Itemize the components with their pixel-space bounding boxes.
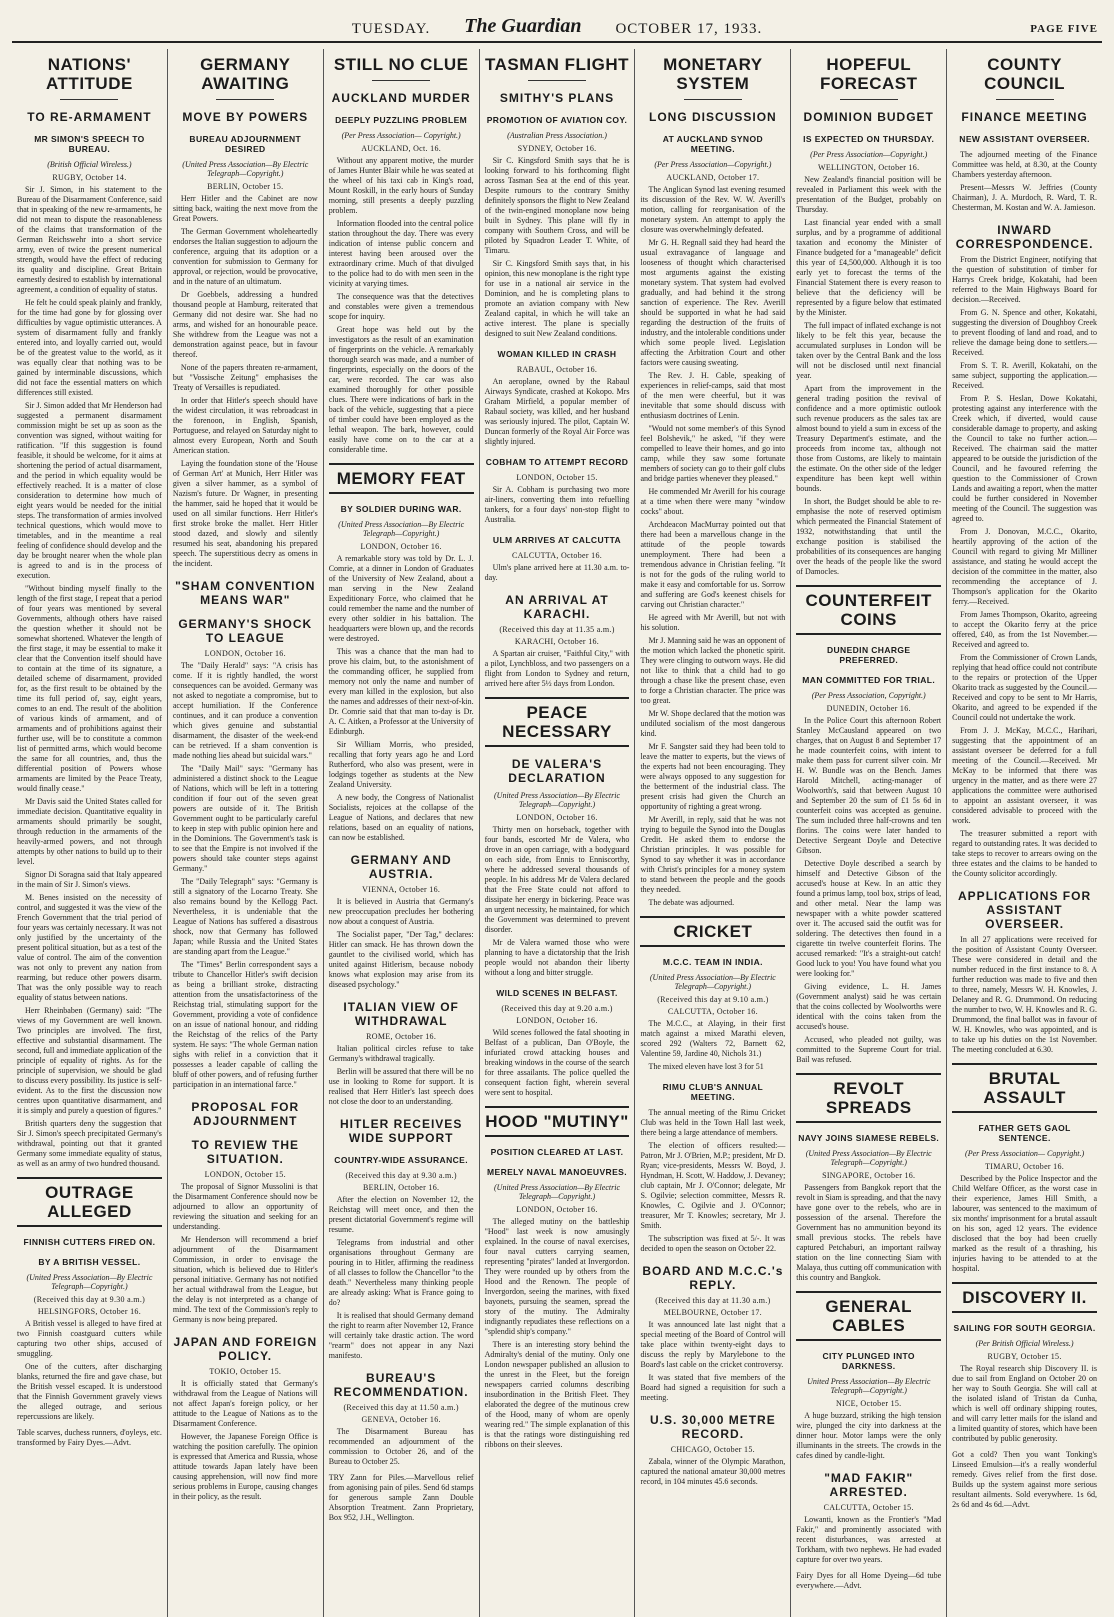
paragraph: Sir J. Simon, in his statement to the Bureau of the Disarmament Conference, said that in speaking of the new re-armaments, he did not mean to dispute the reasonableness of the claims that transformation of the German Reichswehr into a short service army, even of twice the present numerical strength, would have the effect of reducing its quality and discipline. Great Britain earnestly desired to establish by international agreement, a condition of equality of status.	[17, 185, 162, 294]
wire-credit: (Australian Press Association.)	[507, 131, 607, 140]
boxed-headline-frame	[485, 1106, 630, 1137]
paragraph: "Without binding myself finally to the length of the first stage, I repeat that a period of four years was mentioned by several Governments, although others have raised the question whether it should not be somewhat shortened. Whatever the length of the first stage, it may be essential to make it clear that the Convention itself should have to contain at the time of its signature, a detailed scheme of disarmament, provided for, as the first result to be obtained by the time its full period of, say, eight years, comes to an end. The result of the abolition of various kinds of armament, and of armaments and of prohibitions against their further use, will be to constitute a common list of permitted arms, which would become the same for all countries, and, thus the differential position of Powers whose armaments are limited by the Peace Treaty, would finally cease."	[17, 584, 162, 793]
deck-line: SAILING FOR SOUTH GEORGIA.	[953, 1323, 1096, 1333]
paragraph: The Disarmament Bureau has recommended an adjournment of the commission to October 26, and of the Bureau to October 25.	[328, 1427, 474, 1466]
paragraph: Giving evidence, L. H. James (Government analyst) said he was certain that the coins collected by Woolworths were identical with the coins taken from the accused's house.	[796, 982, 942, 1031]
paragraph: Sir C. Kingsford Smith says that he is looking forward to his forthcoming flight across Tasman Sea at the end of this year. Despite rumours to the contrary Smithy definitely sponsors the flight to New Zealand of the twin-engined monoplane now being built in Sydney. This plane will fly in company with Southern Cross, and will be piloted by Squadron Leader T. White, of Timaru.	[484, 156, 630, 255]
dateline: LONDON, October 16.	[360, 542, 442, 551]
headline-rule	[684, 99, 742, 100]
paragraph: There is an interesting story behind the Admiralty's denial of the mutiny. Only one London newspaper published an allusion to the unrest in the Fleet, but the foreign newspapers carried columns describing insubordination in the British Fleet. They elaborated the degree of the mutinous crew of the Hood, many of whom are openly wearing red." The simple explanation of this is that the ratings wore distinguishing red ribbons on their sleeves.	[484, 1340, 630, 1449]
advertisement: TRY Zann for Piles.—Marvellous relief from agonising pain of piles. Send 6d stamps for generous sample Zann Double Absorption Treatment. Zann Proprietary, Box 952, J.H., Wellington.	[328, 1473, 474, 1522]
paragraph: M. Benes insisted on the necessity of control, and suggested it was the view of the French Government that the trial period of four years was certainly necessary. It was not only justified by the uncertainty of the present political situation, but as a test of the value of control. The aim of the convention was not only to prevent any nation from rearming, but reduce other powers disarm. That was the only possible way to reach equality of status between nations.	[17, 893, 162, 1002]
subheadline: "MAD FAKIR" ARRESTED.	[824, 1471, 914, 1499]
paragraph: An aeroplane, owned by the Rabaul Airways Syndicate, crashed at Kokopo. Mrs Graham Mirfield, a popular member of Rabaul society, was killed, and her husband was seriously injured. The pilot, Captain W. Duncan formerly of the Royal Air Force was slightly injured.	[484, 377, 630, 446]
deck-line: MERELY NAVAL MANOEUVRES.	[487, 1167, 627, 1177]
paragraph: Laying the foundation stone of the 'House of German Art' at Munich, Herr Hitler was given a silver hammer, as a symbol of Nazism's future. Dr Wagner, in presenting the hammer, said he hoped that it would be used on all similar functions. Herr Hitler's first stroke broke the mallet. Herr Hitler stood dazed, and slowly and silently resumed his seat, abandoning his prepared speech. The superstitious decry as omens in the incident.	[172, 459, 318, 568]
paragraph: Sir C. Kingsford Smith says that, in his opinion, this new monoplane is the right type for use in a national air service in the Dominion, and he is completing plans to promote an aviation company with New Zealand capital, in which he will take an active interest. The plane is specially designed to suit New Zealand conditions.	[484, 259, 630, 338]
subheadline: BUREAU'S RECOMMENDATION.	[333, 1371, 469, 1399]
paragraph: Sir A. Cobham is purchasing two more air-liners, converting them into refuelling tankers, for a four days' non-stop flight to Australia.	[484, 485, 630, 524]
subheadline: DE VALERA'S DECLARATION	[508, 757, 606, 785]
boxed-headline-frame	[796, 585, 941, 635]
dateline: TIMARU, October 16.	[985, 1162, 1065, 1171]
subheadline: LONG DISCUSSION	[649, 110, 777, 124]
paragraph: Ulm's plane arrived here at 11.30 a.m. to-day.	[484, 563, 630, 582]
paragraph: None of the papers threaten re-armament, but "Vossische Zeitung" emphasises the Treaty of Versailles is repudiated.	[172, 363, 318, 392]
paragraph: The full impact of inflated exchange is not likely to be felt this year, because the accumulated surpluses in London will be taken over by the Central Bank and the loss will not be disclosed until next financial year.	[796, 321, 942, 380]
headline: HOPEFUL FORECAST	[819, 55, 918, 93]
subheadline: DOMINION BUDGET	[803, 110, 934, 124]
dateline: LONDON, October 15.	[204, 1170, 286, 1179]
paragraph: It is realised that should Germany demand the right to rearm after November 12, France will certainly take drastic action. The word "rearm" does not appear in any Nazi manifesto.	[328, 1311, 474, 1360]
deck-line: M.C.C. TEAM IN INDIA.	[662, 957, 763, 967]
paragraph: The annual meeting of the Rimu Cricket Club was held in the Town Hall last week, there being a large attendance of members.	[640, 1108, 786, 1137]
boxed-headline: COUNTERFEIT COINS	[805, 591, 932, 629]
wire-credit: (United Press Association—By Electric Telegraph—Copyright.)	[805, 1149, 932, 1167]
paragraph: Mr G. H. Regnall said they had heard the usual extravagance of language and looseness of thought which characterised most arguments against the existing monetary system. That system had evolved gradually, and had behind it the strong sanction of experience. The Rev. Averill should be supported in what he had said regarding the destruction of the fruits of industry, and the intolerable conditions under which some people lived. Legislation affecting the Arbitration Court and other factors were causing sweating.	[640, 238, 786, 367]
deck-line: RIMU CLUB'S ANNUAL MEETING.	[662, 1082, 764, 1102]
paragraph: Mr Davis said the United States called for immediate decision. Quantitative equality in armaments should primarily be sought, through reduction in the armaments of the heavily-armed powers, and not through attempts by other nations to build up to their level.	[17, 797, 162, 866]
dateline: CALCUTTA, October 15.	[823, 1503, 914, 1512]
paragraph: Dr Goebbels, addressing a hundred thousand people at Hamburg, reiterated that Germany did not desire war. She had no arms, and wished for an honourable peace. She withdrew from the League was not a demonstration against peace, but in favour thereof.	[172, 290, 318, 359]
paragraph: It is believed in Austria that Germany's new preoccupation precludes her bothering now about a conquest of Austria.	[328, 897, 474, 926]
column-3	[324, 49, 480, 1617]
dateline: NICE, October 15.	[835, 1399, 902, 1408]
boxed-headline-frame	[952, 1282, 1097, 1313]
paragraph: The consequence was that the detectives and constables were given a tremendous scope for inquiry.	[328, 292, 474, 321]
deck-line: WILD SCENES IN BELFAST.	[496, 988, 618, 998]
deck-line: IS EXPECTED ON THURSDAY.	[803, 134, 935, 144]
wire-credit: (United Press Association—By Electric Telegraph—Copyright.)	[494, 791, 620, 809]
deck-line: FATHER GETS GAOL SENTENCE.	[978, 1123, 1071, 1143]
paragraph: Lowanti, known as the Frontier's "Mad Fakir," and prominently associated with recent disturbances, was arrested at Torkham, with two nephews. He had evaded capture for over two years.	[796, 1515, 942, 1564]
advertisement: Got a cold? Then you want Tonking's Linseed Emulsion—it's a really wonderful remedy. Gives relief from the first dose. Builds up the system against more serious resultant ailments. Sold everywhere. 1s 6d, 2s 6d and 4s 6d.—Advt.	[952, 1450, 1098, 1509]
column-1	[12, 49, 168, 1617]
paragraph: British quarters deny the suggestion that Sir J. Simon's speech precipitated Germany's withdrawal, pointing out that it granted Germany some immediate equality of status, as well as an army of two hundred thousand.	[17, 1119, 162, 1168]
paragraph: However, the Japanese Foreign Office is watching the position carefully. The opinion is expressed that America and Russia, whose attitude towards Japan lately have been causing apprehension, will now find more serious problems in Europe, causing changes in their policy, as the result.	[172, 1432, 318, 1501]
paragraph: A British vessel is alleged to have fired at two Finnish coastguard cutters while capturing two other ships, accused of smuggling.	[17, 1319, 162, 1358]
wire-credit: (Per British Official Wireless.)	[975, 1339, 1074, 1348]
boxed-headline: REVOLT SPREADS	[825, 1079, 912, 1117]
deck-line: BY SOLDIER DURING WAR.	[340, 504, 462, 514]
subheadline: ITALIAN VIEW OF WITHDRAWAL	[343, 1000, 459, 1028]
paragraph: From P. S. Heslan, Dowe Kokatahi, protesting against any interference with the Creek which, if diverted, would cause considerable damage to property, and asking the Council to take no further action.—Received. The chairman said the matter appeared to be outside the jurisdiction of the Council, and he favoured referring the question to the Commissioner of Crown Lands and awaiting a report, when the matter could be further considered in November meeting of the Council. The suggestion was agreed to.	[952, 394, 1098, 523]
dateline: LONDON, October 16.	[516, 813, 598, 822]
paragraph: A remarkable story was told by Dr. L. J. Comrie, at a dinner in London of Graduates of the University of New Zealand, about a man serving in the New Zealand Expeditionary Force, who claimed that he could remember the name and the number of every other soldier in his battalion. The headquarters were blown up, and the records were destroyed.	[328, 554, 474, 643]
deck-line: MAN COMMITTED FOR TRIAL.	[802, 675, 936, 685]
boxed-headline: DISCOVERY II.	[962, 1288, 1087, 1307]
paragraph: The subscription was fixed at 5/-. It was decided to open the season on October 22.	[640, 1234, 786, 1253]
deck-line: DUNEDIN CHARGE PREFERRED.	[826, 645, 911, 665]
paragraph: In short, the Budget should be able to re-emphasise the note of reserved optimism which permeated the Financial Statement of 1932, notwithstanding that until the exchange position is stabilised the probabilities of its consequences are hanging over the heads of the people like the sword of Damocles.	[796, 497, 942, 576]
dateline: (Received this day at 9.30 a.m.)	[345, 1171, 457, 1180]
paragraph: From G. N. Spence and other, Kokatahi, suggesting the diversion of Doughboy Creek to prevent flooding of land and road, and to relieve the damage being done to settlers.—Received.	[952, 308, 1098, 357]
headline: GERMANY AWAITING	[200, 55, 291, 93]
paragraph: The Royal research ship Discovery II. is due to sail from England on October 20 on her way to South Georgia. She will call at the isolated island of Tristan da Cunha, which is well off ordinary shipping routes, and will carry letter mails for the island and a limited quantity of stores, which have been contributed by public generosity.	[952, 1364, 1098, 1443]
paragraph: Herr Rheinbaben (Germany) said: "The views of my Government are well known. Two principles are involved. The first, effective and substantial disarmament. The second, full and immediate application of the principle of equality of rights. As for the principle of supervision, we should be glad to discuss every possibility. Its justice is self-evident. As to the first the discussion now centres upon quantitative disarmament, and it is simply and purely a question of figures."	[17, 1006, 162, 1115]
paragraph: Apart from the improvement in the general trading position the revival of confidence and a more optimistic outlook such revenue producers as the sales tax are almost bound to yield a sum in excess of the Treasury Department's estimate, and the proceeds from income tax, although not those from Customs, are likely to maintain the estimate. On the other side of the ledger expenditure has been kept well within bounds.	[796, 384, 942, 493]
paragraph: The Anglican Synod last evening resumed its discussion of the Rev. W. W. Averill's motion, calling for reorganisation of the monetary system. An attempt to apply the closure was overwhelmingly defeated.	[640, 185, 786, 234]
dateline: CHICAGO, October 15.	[670, 1445, 755, 1454]
paragraph: The alleged mutiny on the battleship "Hood" last week is now amusingly explained. In the course of naval exercises, four naval cutters carrying seamen, representing "pirates" landed at Invergordon. They were rounded up by others from the Hood and the Renown. The people of Invergordon, seeing the marines, with fixed bayonets, pursuing the seamen, spread the story of the mutiny. The Admiralty indignantly repudiates these reflections on a "splendid ship's company."	[484, 1217, 630, 1336]
deck-line: ULM ARRIVES AT CALCUTTA	[492, 535, 622, 545]
paragraph: He felt he could speak plainly and frankly, for the time had gone by for glossing over difficulties by vague optimistic utterances. A system of disarmament fully and frankly entered into, and loyally carried out, would be of the greatest value to the world, as it was equally clear that nothing was to be gained by interminable discussions, which did not face the essential matters on which differences still existed.	[17, 298, 162, 397]
headline: NATIONS' ATTITUDE	[46, 55, 133, 93]
headline: COUNTY COUNCIL	[984, 55, 1066, 93]
deck-line: FINNISH CUTTERS FIRED ON.	[23, 1237, 156, 1247]
dateline: AUCKLAND, Oct. 16.	[361, 144, 442, 153]
boxed-headline: OUTRAGE ALLEGED	[45, 1183, 134, 1221]
paragraph: Zabala, winner of the Olympic Marathon, captured the national amateur 30,000 metres record, in 104 minutes 45.6 seconds.	[640, 1457, 786, 1486]
dateline: LONDON, October 16.	[204, 649, 286, 658]
paragraph: Sir J. Simon added that Mr Henderson had suggested a permanent disarmament commission might be set up as soon as the convention was signed, without waiting for ratification. "If this suggestion is found feasible, it should be welcome, for it aims at shortening the period of actual disarmament, and the period in which equality would be effectively reached. It is a matter of close consideration to determine how much of eight years would be needed for the initial steps. The transformation of armies involved technical questions, which would move to timetables, and in the meantime a real feeling of confidence should develop and the day be brought nearer when the whole plan is agreed to and is in the process of execution.	[17, 401, 162, 580]
subheadline: TO REVIEW THE SITUATION.	[191, 1138, 300, 1166]
paragraph: One of the cutters, after discharging blanks, returned the fire and gave chase, but the British vessel escaped. It is understood that the Finnish Government gravely views the alleged outrage, and serious repercussions are likely.	[17, 1362, 162, 1421]
paragraph: It is officially stated that Germany's withdrawal from the League of Nations will not affect Japan's foreign policy, or her attitude to the League of Nations as to the Disarmament Conference.	[172, 1379, 318, 1428]
dateline: VIENNA, October 16.	[362, 885, 441, 894]
headline-rule	[60, 99, 118, 100]
paragraph: The proposal of Signor Mussolini is that the Disarmament Conference should now be adjourned to allow an opportunity of reviewing the situation and seeking for an understanding.	[172, 1182, 318, 1231]
paragraph: A huge buzzard, striking the high tension wire, plunged the city into darkness at the dinner hour. Motor lamps were the only illuminants in the streets. The crowds in the cafes dined by candle-light.	[796, 1411, 942, 1460]
subheadline: TO RE-ARMAMENT	[27, 110, 152, 124]
paragraph: In all 27 applications were received for the position of Assistant County Overseer. These were considered in detail and the number reduced in the first instance to 8. A further reduction was made to five and then to three, namely, Messrs W. H. Knowles, J. Delaney and R. G. Drummond. On reducing the number to two, W. H. Knowles and R. G. Drummond, the final ballot was in favour of W. H. Knowles, who was appointed, and is to take up his duties on the 1st November. The meeting concluded at 6.30.	[952, 935, 1098, 1054]
paragraph: Mr Averill, in reply, said that he was not trying to beguile the Synod into the Douglas Credit. He asked them to endorse the Christian principles. It was possible for Synod to say whether it was in accordance with Christ's principles for a money system to stand between the people and the goods they needed.	[640, 815, 786, 894]
masthead-day: TUESDAY.	[351, 21, 431, 37]
paragraph: Without any apparent motive, the murder of James Hunter Blair while he was seated at the wheel of his taxi cab in King's road, Mount Roskill, in the early hours of Sunday morning, still presents a deeply puzzling problem.	[328, 156, 474, 215]
deck-line: CITY PLUNGED INTO DARKNESS.	[822, 1351, 915, 1371]
boxed-headline-frame	[329, 463, 474, 494]
headline-rule	[372, 80, 430, 81]
paragraph: Present—Messrs W. Jeffries (County Chairman), J. A. Murdoch, R. Ward, T. R. Chesterman, M. Kostan and W. A. Jamieson.	[952, 183, 1098, 212]
paragraph: Mr de Valera warned those who were planning to have a dictatorship that the Irish people would not abandon their liberty without a long and bitter struggle.	[484, 938, 630, 977]
column-4	[480, 49, 636, 1617]
wire-credit: (United Press Association—By Electric Telegraph—Copyright.)	[182, 160, 309, 178]
dateline: BERLIN, October 16.	[362, 1183, 440, 1192]
wire-credit: (Per Press Association—Copyright.)	[810, 150, 928, 159]
wire-credit: (Per Press Association— Copyright.)	[965, 1149, 1085, 1158]
headline: STILL NO CLUE	[333, 55, 469, 74]
column-2	[168, 49, 324, 1617]
paragraph: Detective Doyle described a search by himself and Detective Gibson of the accused's house at Kew. In an attic they found a primus lamp, tool box, strips of lead, and other metal. Near the lamp was newspaper with a white powder scattered over it. The accused said the outfit was for soldering. The detectives then found in a cigarette tin twelve counterfeit florins. The accused remarked: "It's a straight-out catch! Good luck to you! You have found what you were looking for."	[796, 859, 942, 978]
boxed-headline-frame	[796, 1073, 941, 1123]
deck-line: BY A BRITISH VESSEL.	[38, 1257, 141, 1267]
paragraph: The Socialist paper, "Der Tag," declares: Hitler can smack. He has thrown down the gauntlet to the civilised world, which has united against Hitlerism, because nobody knows what explosion may arise from its diseased psychology."	[328, 930, 474, 989]
deck-line: NEW ASSISTANT OVERSEER.	[959, 134, 1090, 144]
dateline: LONDON, October 15.	[516, 473, 598, 482]
paragraph: Information flooded into the central police station throughout the day. There was every indication of intense public concern and interest having been aroused over the extraordinary crime. Much of that divulged to the police had to do with men seen in the vicinity at varying times.	[328, 219, 474, 288]
dateline: ROME, October 16.	[366, 1032, 437, 1041]
dateline: DUNEDIN, October 16.	[826, 704, 911, 713]
wire-credit: (British Official Wireless.)	[47, 160, 132, 169]
paragraph: The Rev. J. H. Cable, speaking of experiences in relief-camps, said that most of the men were cheerful, but it was inevitable that some should discuss with enthusiasm doctrines of Lenin.	[640, 371, 786, 420]
paragraph: Passengers from Bangkok report that the revolt in Siam is spreading, and that the navy have gone over to the rebels, who are in possession of the arsenal. Therefore the Government has no ammunition beyond its small previous stocks. The rebels have captured Petchaburi, an important railway station on the line connecting Siam with Malaya, thus cutting off communication with this country and Bangkok.	[796, 1183, 942, 1282]
paragraph: After the election on November 12, the Reichstag will meet once, and then the present dictatorial Government's regime will resume.	[328, 1195, 474, 1234]
dateline: LONDON, October 16.	[516, 1016, 598, 1025]
dateline: (Received this day at 11.50 a.m.)	[343, 1403, 459, 1412]
boxed-headline-frame	[17, 1177, 162, 1227]
boxed-headline-frame	[796, 1291, 941, 1341]
paragraph: The "Times" Berlin correspondent says a tribute to Chancellor Hitler's swift decision as being a brilliant stroke, distracting attention from the unsatisfactoriness of the Reichstag trial, stimulating support for the Government, providing a vote of confidence on an issue of national honour, and ridding the Reichstag of the relics of the Party system. He says: "The whole German nation sighs with relief in a conviction that it possesses a leader capable of calling the bluff of other powers, and of refusing further participation in an international farce."	[172, 960, 318, 1089]
dateline: AUCKLAND, October 17.	[666, 173, 760, 182]
dateline: (Received this day at 9.30 a.m.)	[33, 1295, 146, 1304]
dateline: RUGBY, October 14.	[52, 173, 127, 182]
masthead-page-label: PAGE FIVE	[1030, 23, 1098, 35]
deck-line: COUNTRY-WIDE ASSURANCE.	[334, 1155, 468, 1165]
paragraph: The election of officers resulted:— Patron, Mr J. O'Brien, M.P.; president, Mr D. Ryan; vice-presidents, Messrs W. Boyd, J. Hyndman, H. Scott, W. Haddow, J. Devaney; club captain, Mr J. O'Connor; delegate, Mr S. Ogilvie; selection committee, Messrs R. Knowles, C. Ogilvie and J. O'Connor; treasurer, Mr T. Knowles; secretary, Mr J. Smith.	[640, 1141, 786, 1230]
deck-line: BUREAU ADJOURNMENT DESIRED	[189, 134, 302, 154]
paragraph: Italian political circles refuse to take Germany's withdrawal tragically.	[328, 1044, 474, 1063]
paragraph: Herr Hitler and the Cabinet are now sitting back, waiting the next move from the Great Powers.	[172, 194, 318, 223]
subheadline: FINANCE MEETING	[961, 110, 1088, 124]
headline-rule	[996, 99, 1054, 100]
wire-credit: (United Press Association—By Electric Telegraph—Copyright.)	[494, 1183, 620, 1201]
dateline: WELLINGTON, October 16.	[818, 163, 920, 172]
masthead-paper-title: The Guardian	[464, 15, 582, 37]
paragraph: It was announced late last night that a special meeting of the Board of Control will take place within twenty-eight days to discuss the reply by Marylebone to the Board's last cable on the cricket controversy.	[640, 1320, 786, 1369]
paragraph: The "Daily Mail" says: "Germany has administered a distinct shock to the League of Nations, which will be left in a tottering condition if four out of the seven great powers are outside of it. The British Government ought to be particularly careful to keep in step with public opinion here and in the Dominions. The Government's task is to see that the Empire is not involved if the powers should take counter steps against Germany."	[172, 764, 318, 873]
dateline: LONDON, October 16.	[516, 1205, 598, 1214]
wire-credit: United Press Association—By Electric Telegraph—Copyright.)	[807, 1377, 931, 1395]
headline-rule	[840, 99, 898, 100]
paragraph: Thirty men on horseback, together with four bands, escorted Mr de Valera, who drove in an open carriage, with a bodyguard on each side, from Ennis to Enniscorthy, where he addressed several thousands of people. In his address Mr de Valera declared that the Free State could not afford to dissipate her energy in bickering. Peace was an urgent necessity, he maintained, for which the Government was determined to prevent disorder.	[484, 825, 630, 934]
columns	[12, 49, 1102, 1617]
paragraph: From J. Donovan, M.C.C., Okarito, heartily approving of the action of the Council with regard to giving Mr Milliner assistance, and stating he would accept the decision of the committee in the matter, also recommending the acceptance of J. Thompson's application for the Okarito ferry.—Received.	[952, 527, 1098, 606]
masthead-date: OCTOBER 17, 1933.	[615, 21, 763, 37]
paragraph: The treasurer submitted a report with regard to outstanding rates. It was decided to take steps to recover to arrears owing on the three estates and the claims to be handed to the County solicitor accordingly.	[952, 829, 1098, 878]
advertisement: Table scarves, duchess runners, d'oyleys, etc. transformed by Fairy Dyes.—Advt.	[17, 1428, 162, 1447]
paragraph: A Spartan air cruiser, "Faithful City," with a pilot, Lynchbloss, and two passengers on a flight from London to Sydney and return, arrived here after 5½ days from London.	[484, 649, 630, 688]
headline-rule	[216, 99, 274, 100]
masthead	[12, 10, 1102, 43]
paragraph: He agreed with Mr Averill, but not with his solution.	[640, 613, 786, 632]
boxed-headline: PEACE NECESSARY	[502, 703, 612, 741]
paragraph: Mr J. Manning said he was an opponent of the motion which lacked the phonetic spirit. They were clinging to outworn ways. He did not like to think that a child had to go through a chase like the present chase, even to forge a Christian character. The price was too great.	[640, 636, 786, 705]
deck-line: COBHAM TO ATTEMPT RECORD	[485, 457, 629, 467]
wire-credit: (Per Press Association—Copyright.)	[654, 160, 772, 169]
paragraph: Mr W. Shope declared that the motion was undiluted socialism of the most dangerous kind.	[640, 709, 786, 738]
wire-credit: (Per Press Association, Copyright.)	[811, 691, 926, 700]
paragraph: Signor Di Soragna said that Italy appeared in the main of Sir J. Simon's views.	[17, 870, 162, 889]
dateline: SINGAPORE, October 16.	[822, 1171, 916, 1180]
subheadline: "SHAM CONVENTION MEANS WAR"	[175, 579, 316, 607]
headline: MONETARY SYSTEM	[663, 55, 763, 93]
deck-line: WOMAN KILLED IN CRASH	[497, 349, 617, 359]
paragraph: Great hope was held out by the investigators as the result of an examination of fingerprints on the vehicle. A remarkably thorough search was made, and a number of fingerprints, especially on the doors of the car, were recorded. The car was also examined thoroughly for other possible clues. There were indications of bark in the back of the vehicle, suggesting that a piece of timber could have been employed as the lethal weapon. The bark, however, could easily have come on to the car at a considerable time.	[328, 325, 474, 454]
paragraph: From James Thompson, Okarito, agreeing to accept the Okarito ferry at the price offered, £40, as from the 1st November.—Received and agreed to.	[952, 610, 1098, 649]
boxed-headline-frame	[952, 1063, 1097, 1113]
dateline: CALCUTTA, October 16.	[667, 1007, 758, 1016]
dateline: (Received this day at 9.20 a.m.)	[501, 1004, 613, 1013]
subheadline: GERMANY'S SHOCK TO LEAGUE	[178, 617, 313, 645]
paragraph: Archdeacon MacMurray pointed out that there had been a marvellous change in the attitude of the people towards unemployment. There had been a tremendous advance in Christian feeling. "It is not for the gods of the ruling world to make it easy and comfortable for us. Sorrow and suffering are God's keenest chisels for carving out Christian character."	[640, 520, 786, 609]
subheadline: MOVE BY POWERS	[182, 110, 309, 124]
subheadline: AN ARRIVAL AT KARACHI.	[505, 593, 609, 621]
paragraph: A new body, the Congress of Nationalist Socialists, rejoices at the collapse of the League of Nations, and declares that new relations, based on an equality of nations, can now be established.	[328, 793, 474, 842]
deck-line: NAVY JOINS SIAMESE REBELS.	[798, 1133, 940, 1143]
subheadline: PROPOSAL FOR ADJOURNMENT	[191, 1100, 300, 1128]
deck-line: PROMOTION OF AVIATION COY.	[486, 115, 628, 125]
subheadline: U.S. 30,000 METRE RECORD.	[650, 1413, 776, 1441]
paragraph: Accused, who pleaded not guilty, was committed to the Supreme Court for trial. Bail was refused.	[796, 1035, 942, 1064]
wire-credit: (United Press Association—By Electric Telegraph—Copyright.)	[649, 973, 776, 991]
paragraph: Last financial year ended with a small surplus, and by a programme of additional taxation and economy the Minister of Finance budgeted for a "manageable" deficit this year of £4,500,000. Although it is too early yet to forecast the terms of the Financial Statement there is every reason to believe that the deficiency will be represented by a figure below that estimated by the Minister.	[796, 218, 942, 317]
dateline: TOKIO, October 15.	[209, 1367, 282, 1376]
boxed-headline: MEMORY FEAT	[336, 469, 466, 488]
boxed-headline: CRICKET	[673, 922, 753, 941]
boxed-headline: BRUTAL ASSAULT	[983, 1069, 1066, 1107]
subheadline: AUCKLAND MURDER	[331, 91, 471, 105]
column-5	[635, 49, 791, 1617]
paragraph: From the District Engineer, notifying that the question of substitution of timber for Harrys Creek bridge, Kokatahi, had been referred to the Main Highways Board for decision.—Received.	[952, 255, 1098, 304]
deck-line: MR SIMON'S SPEECH TO BUREAU.	[34, 134, 145, 154]
paragraph: He commended Mr Averill for his courage at a time when there were many "window cocks" about.	[640, 487, 786, 516]
subheadline: SMITHY'S PLANS	[499, 91, 615, 105]
paragraph: In order that Hitler's speech should have the widest circulation, it was rebroadcast in the forenoon, in English, Spanish, Portuguese, and relayed on Saturday night to almost every European, North and South American station.	[172, 396, 318, 455]
paragraph: The M.C.C., at Alaying, in their first match against a mixed Marathi eleven, scored 292 (Walters 72, Barnett 62, Valentine 59, Jardine 40, Nichols 31.)	[640, 1019, 786, 1058]
wire-credit: (Per Press Association— Copyright.)	[341, 131, 461, 140]
boxed-headline-frame	[485, 697, 630, 747]
dateline: (Received this day at 11.35 a.m.)	[499, 625, 615, 634]
subheadline: INWARD CORRESPONDENCE.	[955, 223, 1094, 251]
dateline: MELBOURNE, October 17.	[663, 1308, 762, 1317]
headline-rule	[528, 80, 586, 81]
dateline: (Received this day at 9.10 a.m.)	[657, 995, 769, 1004]
dateline: RUGBY, October 15.	[987, 1352, 1062, 1361]
subheadline: JAPAN AND FOREIGN POLICY.	[173, 1335, 318, 1363]
dateline: HELSINGFORS, October 16.	[37, 1307, 142, 1316]
deck-line: POSITION CLEARED AT LAST.	[490, 1147, 624, 1157]
paragraph: New Zealand's financial position will be revealed in Parliament this week with the presentation of the Budget, probably on Thursday.	[796, 175, 942, 214]
wire-credit: (United Press Association—By Electric Telegraph—Copyright.)	[26, 1273, 153, 1291]
headline: TASMAN FLIGHT	[484, 55, 630, 74]
paragraph: The "Daily Telegraph" says: "Germany is still a signatory of the Locarno Treaty. She also remains bound by the Kellogg Pact. Nevertheless, it is undeniable that the League of Nations has suffered a disastrous shock, now that Germany has followed Japan; while Russia and the United States are standing apart from the League."	[172, 877, 318, 956]
column-6	[791, 49, 947, 1617]
paragraph: Wild scenes followed the fatal shooting in Belfast of a publican, Dan O'Boyle, the infuriated crowd attacking houses and breaking windows in the course of the search for three assailants. The police quelled the consequent faction fight, wherein several were sent to hospital.	[484, 1028, 630, 1097]
dateline: RABAUL, October 16.	[516, 365, 598, 374]
deck-line: AT AUCKLAND SYNOD MEETING.	[662, 134, 764, 154]
paragraph: Telegrams from industrial and other organisations throughout Germany are pouring in to Hitler, affirming the readiness of all classes to follow the Chancellor "to the death." Nevertheless many thinking people are already asking: What is France going to do?	[328, 1238, 474, 1307]
subheadline: HITLER RECEIVES WIDE SUPPORT	[339, 1117, 463, 1145]
boxed-headline: GENERAL CABLES	[825, 1297, 913, 1335]
boxed-headline: HOOD "MUTINY"	[485, 1112, 629, 1131]
column-7	[947, 49, 1102, 1617]
dateline: KARACHI, October 16.	[514, 637, 600, 646]
paragraph: "Would not some member's of this Synod feel Bolshevik," he asked, "if they were compelled to leave their homes, and go into camp, while they saw some fortunate members of society can go to their golf clubs and bridge parties whenever they pleased."	[640, 424, 786, 483]
paragraph: In the Police Court this afternoon Robert Stanley McCausland appeared on two charges, that on August 8 and September 17 he made counterfeit coins, with intent to make them pass for current silver coin. Mr H. W. Bundle was on the Bench. James Harold Mitchell, acting-manager of Woolworth's, said that between August 10 and September 20 the sum of £1 5s 6d in counterfeit coins was accepted as genuine. The sum included three half-crowns and ten florins. The coins were later handed to Detective Sergeant Doyle and Detective Gibson.	[796, 716, 942, 855]
paragraph: The mixed eleven have lost 3 for 51	[648, 1062, 764, 1071]
paragraph: The adjourned meeting of the Finance Committee was held, at 8.30, at the County Chambers yesterday afternoon.	[952, 150, 1098, 179]
subheadline: APPLICATIONS FOR ASSISTANT OVERSEER.	[958, 889, 1092, 931]
dateline: BERLIN, October 15.	[207, 182, 284, 191]
dateline: CALCUTTA, October 16.	[511, 551, 603, 560]
subheadline: BOARD AND M.C.C.'s REPLY.	[642, 1264, 784, 1292]
wire-credit: (United Press Association—By Electric Telegraph—Copyright.)	[338, 520, 465, 538]
advertisement: Fairy Dyes for all Home Dyeing—6d tube everywhere.—Advt.	[796, 1571, 942, 1590]
paragraph: Mr F. Sangster said they had been told to leave the matter to experts, but the views of the experts had not been encouraging. They were always opposed to any suggestion for the betterment of the industrial class. The present crisis had given the Church an opportunity of righting a great wrong.	[640, 742, 786, 811]
dateline: SYDNEY, October 16.	[517, 144, 597, 153]
paragraph: From S. T. R. Averill, Kokatahi, on the same subject, supporting the application.—Received.	[952, 361, 1098, 390]
paragraph: The debate was adjourned.	[648, 898, 735, 907]
paragraph: It was stated that five members of the Board had signed a requisition for such a meeting.	[640, 1373, 786, 1402]
paragraph: The "Daily Herald" says: "A crisis has come. If it is rightly handled, the worst consequences can be avoided. Germany was not asked to negotiate a compromise, but to accept humiliation. If the Conference continues, and it can produce a convention which gives genuine and substantial disarmament, the disaster of the week-end can be retrieved. If a sham convention is made nothing lies ahead but suicidal wars."	[172, 661, 318, 760]
paragraph: This was a chance that the man had to prove his claim, but, to the astonishment of the commanding officer, he supplied from memory not only the name and number of every man killed in the explosion, but also the names and addresses of their next-of-kin. Dr. Comrie said that that man to-day is Dr. A. C. Aitken, a Professor at the University of Edinburgh.	[328, 647, 474, 736]
paragraph: From J. J. McKay, M.C.C., Harihari, suggesting that the appointment of an assistant overseer be deferred for a full meeting of the Council.—Received. Mr McKay to be informed that there was urgency in the matter, and as there were 27 applications the committee were authorised to appoint an assistant overseer, it was considered advisable to proceed with the work.	[952, 726, 1098, 825]
paragraph: The German Government wholeheartedly endorses the Italian suggestion to adjourn the conference, arguing that its adoption or a convention for submission to Germany for approval, or rejection, would be provocative, and in the nature of an ultimatum.	[172, 227, 318, 286]
dateline: (Received this day at 11.30 a.m.)	[655, 1296, 771, 1305]
paragraph: Described by the Police Inspector and the Child Welfare Officer, as the worst case in their experience, James Hill Smith, a labourer, was sentenced to the maximum of six months' imprisonment for a brutal assault on his son, aged 12 years. The evidence disclosed that the boy had been cruelly marked as the result of a thrashing, his injuries having to be attended to at the hospital.	[952, 1174, 1098, 1273]
paragraph: Berlin will be assured that there will be no use in looking to Rome for support. It is realised that Herr Hitler's last speech does not close the door to an understanding.	[328, 1067, 474, 1106]
paragraph: Mr Henderson will recommend a brief adjournment of the Disarmament Commission, in order to envisage the situation, which is believed due to Hitler's personal initiative. Germany has not notified her actual withdrawal from the League, but the delay is not interpreted as a change of mind. The text of the Commission's reply to Germany is now being prepared.	[172, 1235, 318, 1324]
subheadline: GERMANY AND AUSTRIA.	[350, 853, 452, 881]
boxed-headline-frame	[640, 916, 785, 947]
deck-line: DEEPLY PUZZLING PROBLEM	[335, 115, 468, 125]
paragraph: Sir William Morris, who presided, recalling that forty years ago he and Lord Rutherford, who also was present, were in lodgings together as students at the New Zealand University.	[328, 740, 474, 789]
dateline: GENEVA, October 16.	[361, 1415, 441, 1424]
paragraph: From the Commissioner of Crown Lands, replying that head office could not contribute to the repairs or protection of the Upper Okarito track as suggested by the Council.—Received and copy to be sent to Mr Harris, Okarito, and agreed to be expended if the Council could not undertake the work.	[952, 653, 1098, 722]
